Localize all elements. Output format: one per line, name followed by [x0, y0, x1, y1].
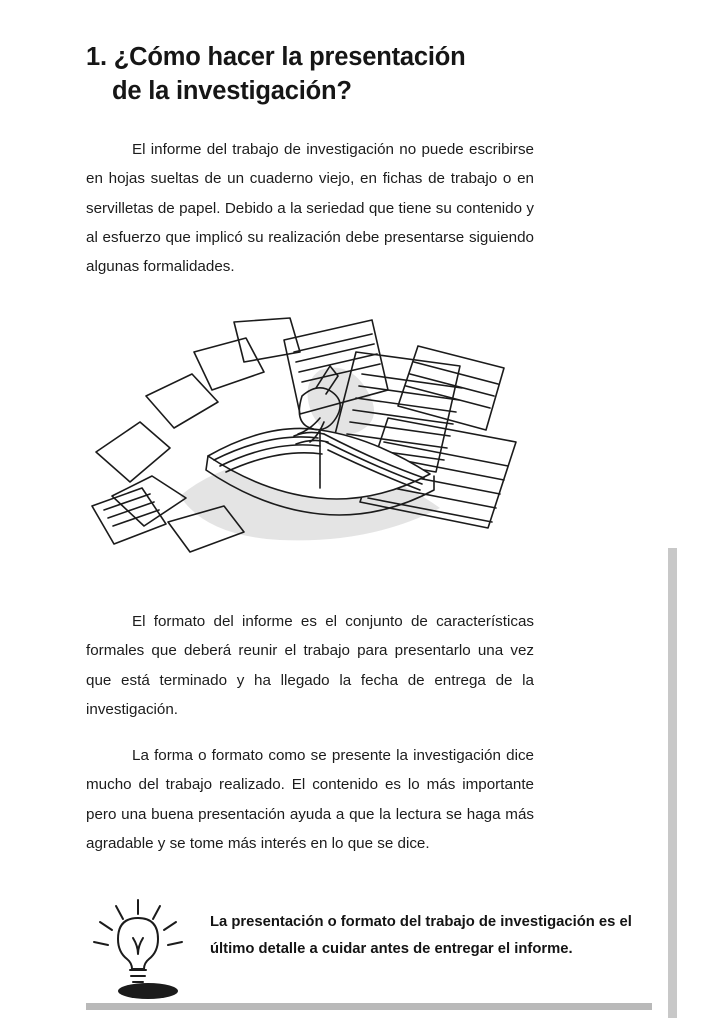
- page-title: [86, 41, 556, 108]
- paragraph-1-text: El informe del trabajo de investigación no puede escribirse en hojas sueltas de un cuaderno viejo, en fichas de trabajo o en servilletas de papel. Debido a la seriedad que tiene su contenido y al esfuerzo que implicó su realización debe presentarse siguiendo algunas formalidades.: [86, 141, 534, 275]
- page-scrollbar[interactable]: [668, 548, 677, 1018]
- lightbulb-idea-icon: [86, 896, 194, 1002]
- tip-callout: [86, 896, 652, 1006]
- tip-callout-text: La presentación o formato del trabajo de investigación es el último detalle a cuidar antes de entregar el informe.: [210, 914, 632, 957]
- page-title-line2: de la investigación?: [112, 76, 352, 105]
- bottom-divider: [86, 1003, 652, 1010]
- body-paragraph-3: [86, 741, 534, 858]
- paragraph-2-text: El formato del informe es el conjunto de características formales que deberá reunir el trabajo para presentarlo una vez que está terminado y ha llegado la fecha de entrega de la investigación.: [86, 613, 534, 718]
- page-title-number: 1.: [86, 43, 107, 72]
- paragraph-3-text: La forma o formato como se presente la investigación dice mucho del trabajo realizado. El contenido es lo más importante pero una buena presentación ayuda a que la lectura se haga más agradable y se tome más interés en lo que se dice.: [86, 747, 534, 852]
- body-paragraph-2: [86, 607, 534, 724]
- body-paragraph-1: [86, 135, 534, 281]
- page-title-line1: ¿Cómo hacer la presentación: [113, 43, 466, 72]
- open-book-with-scattered-papers-illustration: [88, 300, 528, 560]
